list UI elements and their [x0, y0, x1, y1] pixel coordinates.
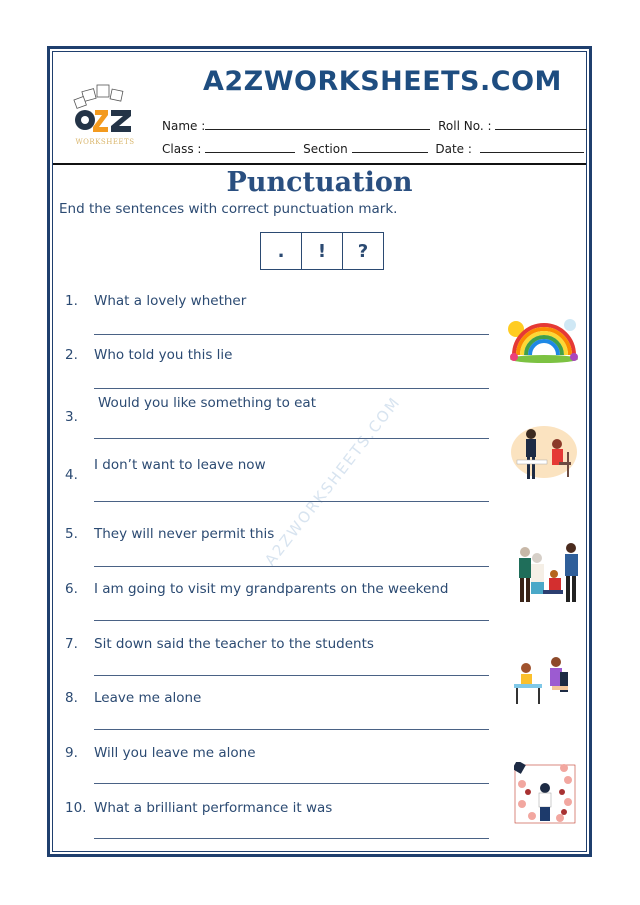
- name-field[interactable]: [205, 118, 430, 130]
- applause-thumbs-up-illustration-icon: [514, 762, 576, 826]
- rainbow-illustration-icon: [504, 315, 584, 365]
- punctuation-marks-box: [260, 232, 384, 270]
- mark-full-stop: .: [277, 240, 285, 262]
- page-border: [47, 46, 592, 857]
- page-inner-border: [52, 51, 587, 852]
- class-label: Class :: [162, 142, 202, 156]
- worksheet-header: [53, 52, 586, 165]
- question-6: 6. I am going to visit my grandparents on the weekend: [65, 581, 449, 597]
- roll-field[interactable]: [495, 118, 587, 130]
- date-label: Date :: [435, 142, 472, 156]
- mark-question: ?: [342, 233, 383, 269]
- question-1: 1. What a lovely whether: [65, 293, 247, 309]
- worksheet-title: Punctuation: [226, 167, 413, 198]
- roll-label: Roll No. :: [438, 119, 492, 133]
- question-2: 2. Who told you this lie: [65, 347, 233, 363]
- question-4: 4.I don’t want to leave now: [65, 457, 266, 483]
- question-5: 5. They will never permit this: [65, 526, 275, 542]
- name-roll-row: [162, 118, 587, 133]
- question-10: 10. What a brilliant performance it was: [65, 800, 333, 816]
- answer-line-8[interactable]: [94, 729, 489, 730]
- answer-line-4[interactable]: [94, 501, 489, 502]
- class-section-date-row: [162, 141, 584, 156]
- site-title: A2ZWORKSHEETS.COM: [203, 66, 562, 97]
- instruction-text: End the sentences with correct punctuation mark.: [59, 201, 398, 217]
- teacher-student-illustration-icon: [512, 652, 576, 710]
- watermark: A2ZWORKSHEETS.COM: [261, 392, 405, 570]
- class-field[interactable]: [205, 141, 295, 153]
- answer-line-7[interactable]: [94, 675, 489, 676]
- a2z-logo-icon: [65, 82, 145, 148]
- answer-line-1[interactable]: [94, 334, 489, 335]
- mark-exclamation: !: [301, 233, 342, 269]
- section-label: Section: [303, 142, 348, 156]
- answer-line-3[interactable]: [94, 438, 489, 439]
- answer-line-2[interactable]: [94, 388, 489, 389]
- question-3: 3.Would you like something to eat: [65, 395, 316, 425]
- answer-line-10[interactable]: [94, 838, 489, 839]
- family-grandparents-illustration-icon: [509, 538, 585, 608]
- restaurant-waiter-illustration-icon: [509, 422, 579, 488]
- name-label: Name :: [162, 119, 206, 133]
- answer-line-6[interactable]: [94, 620, 489, 621]
- svg-text:WORKSHEETS: WORKSHEETS: [75, 138, 135, 146]
- answer-line-5[interactable]: [94, 566, 489, 567]
- question-8: 8. Leave me alone: [65, 690, 202, 706]
- section-field[interactable]: [352, 141, 428, 153]
- question-7: 7. Sit down said the teacher to the students: [65, 636, 374, 652]
- date-field[interactable]: [480, 141, 584, 153]
- question-9: 9. Will you leave me alone: [65, 745, 256, 761]
- answer-line-9[interactable]: [94, 783, 489, 784]
